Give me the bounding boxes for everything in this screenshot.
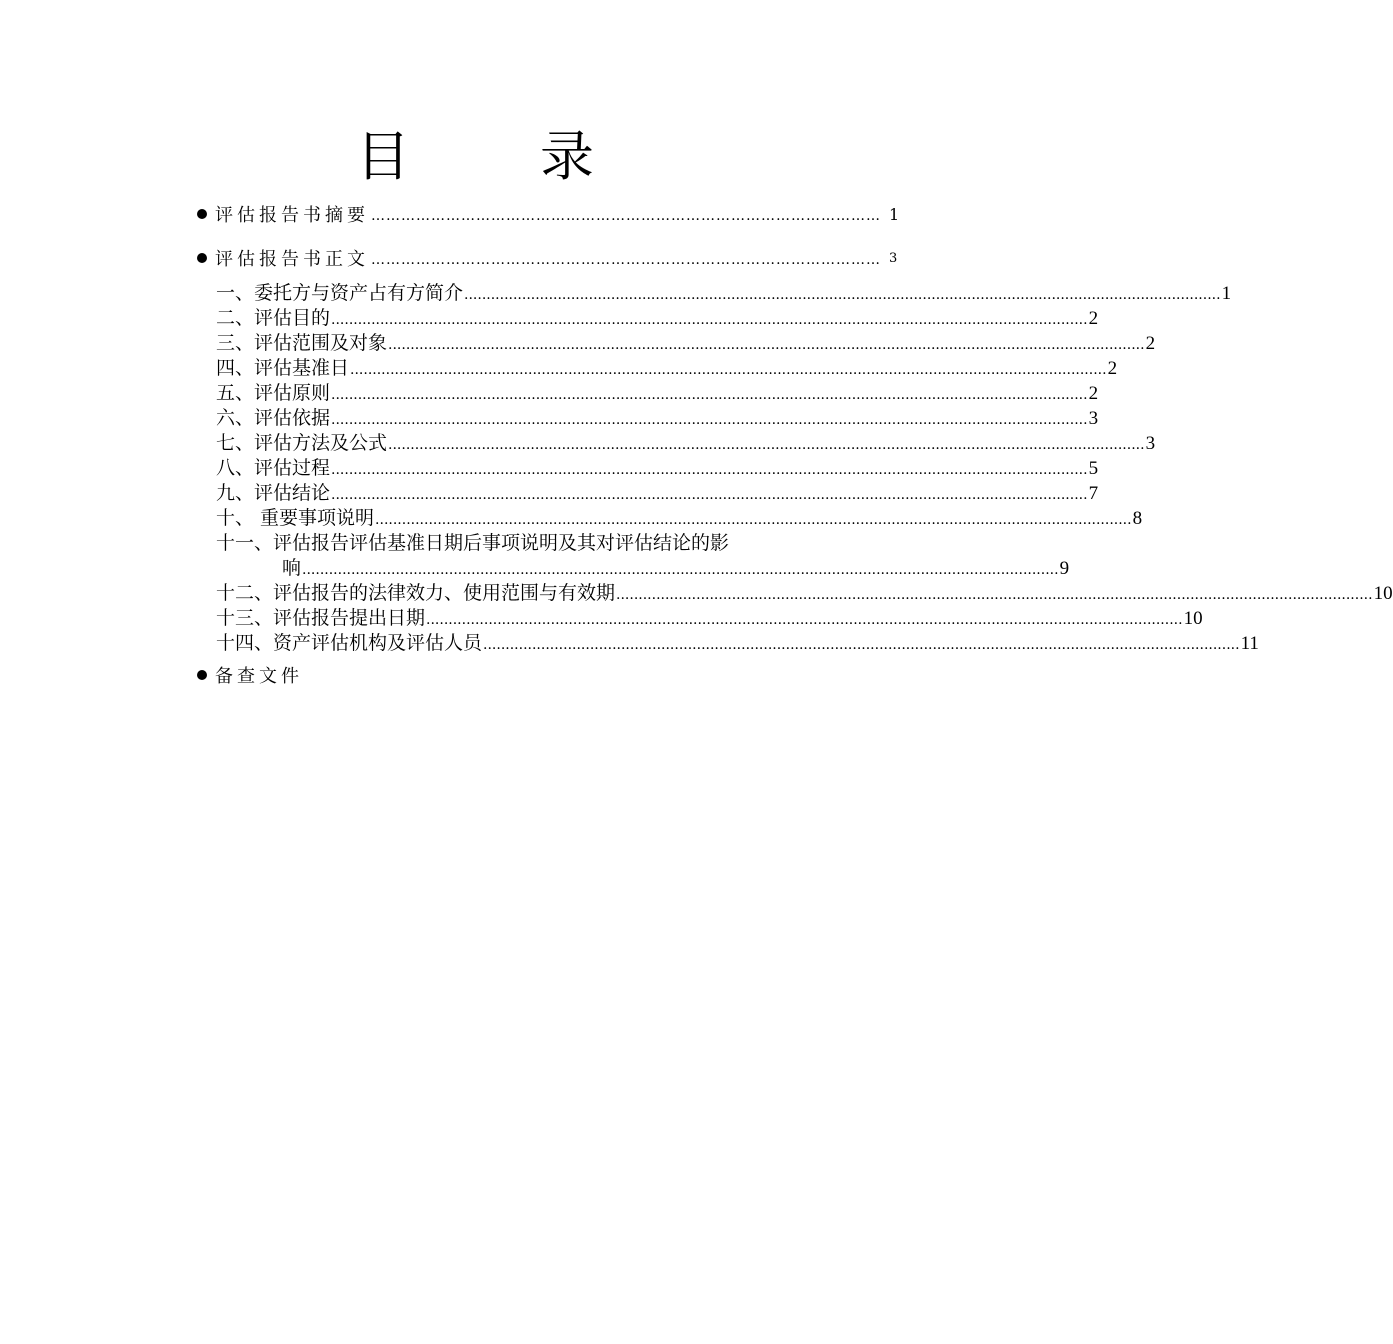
dot-leader: .......................................................................................................................................................................... [388,337,1145,353]
dot-leader: ………………………………………………………………………………………… [371,208,881,224]
bullet-icon [197,253,207,263]
bullet-icon [197,670,207,680]
dot-leader: .......................................................................................................................................................................... [350,362,1107,378]
dot-leader: .......................................................................................................................................................................... [331,462,1088,478]
toc-page-number: 3 [889,250,898,266]
toc-section-row[interactable]: 三、评估范围及对象 .......................................................................................................................................................................... 2 [216,331,838,356]
dot-leader: .......................................................................................................................................................................... [331,487,1088,503]
dot-leader: .......................................................................................................................................................................... [388,437,1145,453]
page-title [0,122,950,192]
toc-section-row[interactable]: 六、评估依据 .......................................................................................................................................................................... 3 [216,406,838,431]
dot-leader: .......................................................................................................................................................................... [464,287,1221,303]
dot-leader: .......................................................................................................................................................................... [616,587,1373,603]
toc-section-row[interactable]: 五、评估原则 .......................................................................................................................................................................... 2 [216,381,838,406]
toc-section-row[interactable]: 八、评估过程 .......................................................................................................................................................................... 5 [216,456,838,481]
toc-section-row-11[interactable]: 十一、评估报告评估基准日期后事项说明及其对评估结论的影 [216,532,730,554]
dot-leader: .......................................................................................................................................................................... [331,387,1088,403]
dot-leader: .......................................................................................................................................................................... [302,562,1059,578]
title-char-1: 目 [356,125,410,188]
toc-section-row[interactable]: 七、评估方法及公式 .......................................................................................................................................................................... 3 [216,431,838,456]
dot-leader: .......................................................................................................................................................................... [426,612,1183,628]
toc-section-row[interactable]: 九、评估结论 .......................................................................................................................................................................... 7 [216,481,838,506]
toc-section-list [216,281,1393,656]
toc-entry-appendix[interactable] [195,662,395,688]
toc-entry-summary[interactable] [195,201,900,227]
toc-entry-label: 备查文件 [215,666,303,687]
toc-section-row[interactable]: 十、 重要事项说明 .......................................................................................................................................................................... 8 [216,506,838,531]
bullet-icon [197,209,207,219]
toc-entry-label: 评估报告书正文 [215,249,369,270]
toc-section-row[interactable]: 一、委托方与资产占有方简介 .......................................................................................................................................................................... 1 [216,281,838,306]
dot-leader: .......................................................................................................................................................................... [331,412,1088,428]
toc-section-row[interactable]: 四、评估基准日 .......................................................................................................................................................................... 2 [216,356,838,381]
toc-entry-main-text[interactable] [195,245,898,271]
toc-section-row-11-continued[interactable]: 响 .......................................................................................................................................................................... 9 [216,556,838,581]
dot-leader: ………………………………………………………………………………………… [371,252,881,268]
dot-leader: .......................................................................................................................................................................... [483,637,1240,653]
toc-entry-label: 评估报告书摘要 [215,205,369,226]
toc-section-row[interactable]: 十二、评估报告的法律效力、使用范围与有效期 .......................................................................................................................................................................... 10 [216,581,838,606]
toc-section-row[interactable]: 十三、评估报告提出日期 .......................................................................................................................................................................... 10 [216,606,838,631]
title-char-2: 录 [540,125,594,188]
dot-leader: .......................................................................................................................................................................... [331,312,1088,328]
dot-leader: .......................................................................................................................................................................... [375,512,1132,528]
toc-section-row[interactable]: 二、评估目的 .......................................................................................................................................................................... 2 [216,306,838,331]
toc-section-row[interactable]: 十四、资产评估机构及评估人员 .......................................................................................................................................................................... 11 [216,631,838,656]
toc-page-number: 1 [889,204,900,224]
